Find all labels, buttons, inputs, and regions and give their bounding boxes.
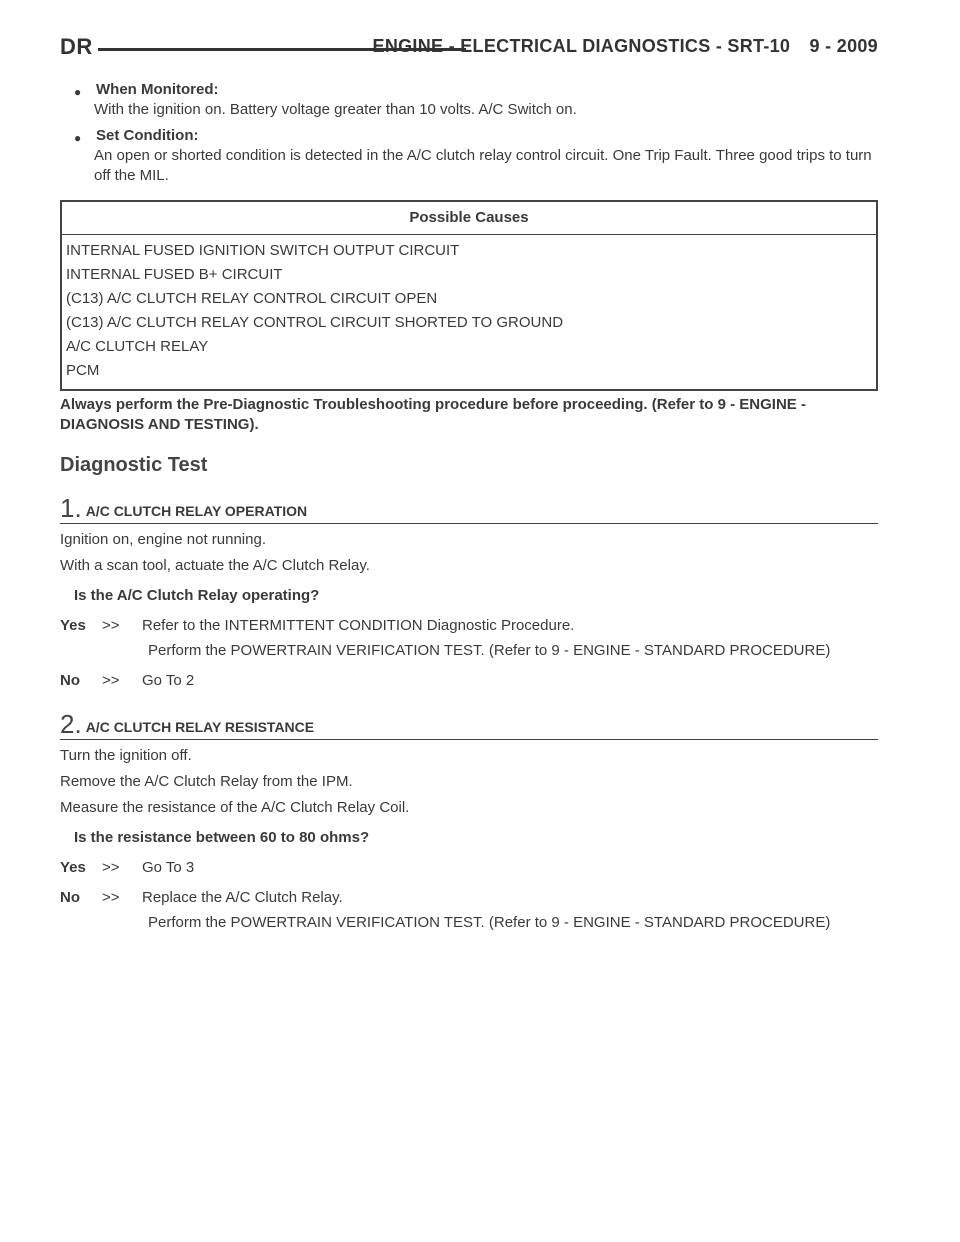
cause-item: (C13) A/C CLUTCH RELAY CONTROL CIRCUIT OPEN	[66, 290, 438, 307]
step-instruction: Measure the resistance of the A/C Clutch Relay Coil.	[60, 799, 410, 816]
header-title-group	[367, 36, 878, 57]
step-instruction: Ignition on, engine not running.	[60, 531, 266, 548]
header-brand: DR	[60, 34, 93, 59]
cause-item: INTERNAL FUSED IGNITION SWITCH OUTPUT CIRCUIT	[66, 242, 460, 259]
cause-item: PCM	[66, 362, 100, 379]
answer-line: Go To 3	[142, 859, 195, 876]
bullet-heading: When Monitored:	[96, 81, 219, 98]
step-instruction: With a scan tool, actuate the A/C Clutch Relay.	[60, 557, 370, 574]
prediagnostic-note: Always perform the Pre-Diagnostic Troubleshooting procedure before proceeding. (Refer to 9 - ENGINE - DIAGNOSIS AND TESTING).	[60, 396, 806, 433]
possible-causes-title: Possible Causes	[62, 202, 876, 235]
answer-arrow: >>	[102, 889, 120, 906]
possible-causes-table	[60, 200, 878, 391]
answer-arrow: >>	[102, 617, 120, 634]
step-instruction: Turn the ignition off.	[60, 747, 192, 764]
answer-arrow: >>	[102, 859, 120, 876]
section-title: Diagnostic Test	[60, 454, 208, 476]
bullet-body: An open or shorted condition is detected in the A/C clutch relay control circuit. One Trip Fault. Three good trips to turn off the MIL.	[94, 147, 872, 184]
document-body	[60, 80, 878, 933]
answer-text	[142, 671, 878, 691]
answer-line: Go To 2	[142, 672, 195, 689]
answer-key: No	[60, 672, 80, 689]
step-heading	[60, 495, 878, 524]
step-instruction: Remove the A/C Clutch Relay from the IPM.	[60, 773, 353, 790]
cause-item: A/C CLUTCH RELAY	[66, 338, 209, 355]
bullet-dot-icon: ●	[74, 85, 82, 99]
answer-text	[142, 888, 878, 933]
answer-text	[142, 858, 878, 878]
bullet-when-monitored	[60, 80, 878, 120]
answer-line: Perform the POWERTRAIN VERIFICATION TEST. (Refer to 9 - ENGINE - STANDARD PROCEDURE)	[148, 914, 831, 931]
bullet-body: With the ignition on. Battery voltage greater than 10 volts. A/C Switch on.	[94, 101, 577, 118]
bullet-dot-icon: ●	[74, 131, 82, 145]
header-page-number: 9 - 2009	[809, 36, 878, 56]
step-label: A/C CLUTCH RELAY OPERATION	[85, 503, 308, 519]
page-header	[60, 34, 878, 68]
answer-yes	[60, 858, 878, 878]
answer-line: Replace the A/C Clutch Relay.	[142, 889, 343, 906]
answer-arrow: >>	[102, 672, 120, 689]
answer-text	[142, 616, 878, 661]
possible-causes-list	[62, 235, 876, 389]
bullet-set-condition	[60, 126, 878, 186]
step-number: 2.	[60, 709, 82, 739]
step-number: 1.	[60, 493, 82, 523]
answer-key: No	[60, 889, 80, 906]
answer-yes	[60, 616, 878, 661]
step-label: A/C CLUTCH RELAY RESISTANCE	[85, 719, 315, 735]
answer-no	[60, 671, 878, 691]
answer-key: Yes	[60, 617, 86, 634]
step-question: Is the A/C Clutch Relay operating?	[74, 587, 320, 604]
answer-no	[60, 888, 878, 933]
step-heading	[60, 711, 878, 740]
answer-line: Refer to the INTERMITTENT CONDITION Diagnostic Procedure.	[142, 617, 575, 634]
answer-line: Perform the POWERTRAIN VERIFICATION TEST. (Refer to 9 - ENGINE - STANDARD PROCEDURE)	[148, 642, 831, 659]
bullet-heading: Set Condition:	[96, 127, 199, 144]
header-title: ENGINE - ELECTRICAL DIAGNOSTICS - SRT-10	[372, 36, 791, 56]
answer-key: Yes	[60, 859, 86, 876]
step-question: Is the resistance between 60 to 80 ohms?	[74, 829, 370, 846]
cause-item: (C13) A/C CLUTCH RELAY CONTROL CIRCUIT SHORTED TO GROUND	[66, 314, 564, 331]
cause-item: INTERNAL FUSED B+ CIRCUIT	[66, 266, 283, 283]
